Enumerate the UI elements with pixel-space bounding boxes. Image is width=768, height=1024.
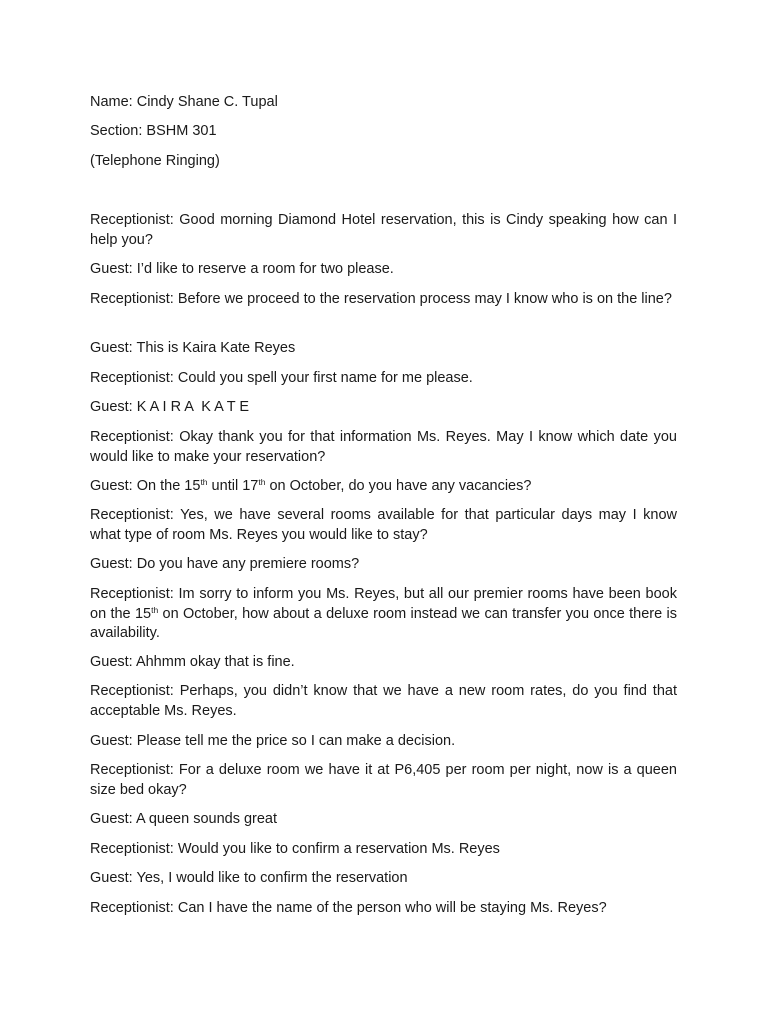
dialogue-line: Receptionist: Would you like to confirm a reservation Ms. Reyes xyxy=(90,841,500,857)
dialogue-line: Receptionist: Good morning Diamond Hotel reservation, this is Cindy speaking how can I help you? xyxy=(90,212,677,248)
dialogue-line: Guest: This is Kaira Kate Reyes xyxy=(90,340,296,356)
dialogue-line: Guest: I’d like to reserve a room for two please. xyxy=(90,261,394,277)
dialogue-line: Guest: A queen sounds great xyxy=(90,811,278,827)
dialogue-text: Receptionist: Im sorry to inform you Ms. Reyes, but all our premier rooms have been book on the 15 xyxy=(90,586,677,622)
dialogue-text: on October, do you have any vacancies? xyxy=(265,478,532,494)
dialogue-line: Receptionist: Before we proceed to the reservation process may I know who is on the line? xyxy=(90,291,672,307)
dialogue-text: on October, how about a deluxe room instead we can transfer you once there is availability. xyxy=(90,605,677,641)
ordinal-suffix: th xyxy=(151,604,159,615)
dialogue-line: Guest: Do you have any premiere rooms? xyxy=(90,556,360,572)
dialogue-line: Receptionist: Perhaps, you didn’t know that we have a new room rates, do you find that acceptable Ms. Reyes. xyxy=(90,683,677,719)
dialogue-text: until 17 xyxy=(207,478,259,494)
dialogue-text: Guest: On the 15 xyxy=(90,478,201,494)
student-name: Name: Cindy Shane C. Tupal xyxy=(90,94,278,110)
stage-direction: (Telephone Ringing) xyxy=(90,153,220,169)
dialogue-line: Receptionist: Yes, we have several rooms available for that particular days may I know what type of room Ms. Reyes you would like to stay? xyxy=(90,507,677,543)
dialogue-line: Receptionist: Can I have the name of the person who will be staying Ms. Reyes? xyxy=(90,900,607,916)
dialogue-line: Guest: Yes, I would like to confirm the reservation xyxy=(90,870,408,886)
dialogue-line xyxy=(90,585,677,644)
ordinal-suffix: th xyxy=(200,477,208,487)
ordinal-suffix: th xyxy=(258,477,266,487)
dialogue-line: Receptionist: Okay thank you for that information Ms. Reyes. May I know which date you would like to make your reservation? xyxy=(90,429,677,465)
dialogue-line: Guest: K A I R A K A T E xyxy=(90,399,250,415)
dialogue-line: Receptionist: Could you spell your first name for me please. xyxy=(90,370,473,386)
dialogue-line: Guest: Ahhmm okay that is fine. xyxy=(90,654,295,670)
student-section: Section: BSHM 301 xyxy=(90,123,217,139)
dialogue-line: Guest: Please tell me the price so I can make a decision. xyxy=(90,733,456,749)
dialogue-line: Receptionist: For a deluxe room we have it at P6,405 per room per night, now is a queen size bed okay? xyxy=(90,762,677,798)
dialogue-line xyxy=(90,477,677,497)
